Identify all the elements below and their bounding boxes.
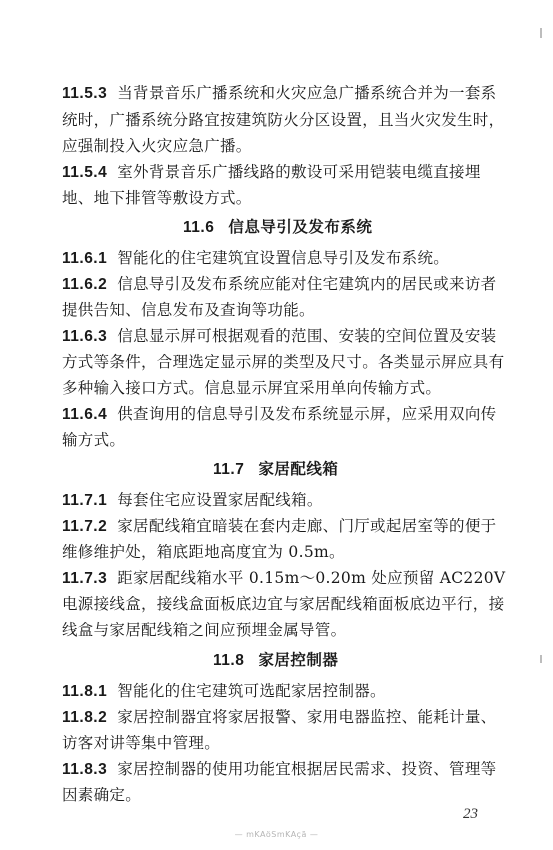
clause-text: 家居配线箱宜暗装在套内走廊、门厅或起居室等的便于 — [117, 517, 497, 535]
clause-line — [62, 594, 504, 614]
clause-text: 输方式。 — [62, 431, 126, 449]
clause-text: 家居控制器宜将家居报警、家用电器监控、能耗计量、 — [117, 708, 497, 726]
clause-text: 智能化的住宅建筑可选配家居控制器。 — [117, 682, 386, 700]
section-title: 家居控制器 — [258, 651, 339, 669]
clause-line — [62, 568, 505, 589]
clause-text: 提供告知、信息发布及查询等功能。 — [62, 301, 315, 319]
clause-number: 11.8.1 — [62, 683, 108, 700]
clause-line — [62, 490, 323, 511]
clause-line — [62, 326, 496, 347]
section-title: 家居配线箱 — [258, 460, 339, 478]
section-heading — [213, 650, 338, 671]
clause-text: 供查询用的信息导引及发布系统显示屏，应采用双向传 — [117, 405, 497, 423]
clause-line — [62, 430, 125, 450]
clause-number: 11.8.2 — [62, 709, 108, 726]
clause-line — [62, 516, 496, 537]
clause-text: 距家居配线箱水平 0.15m～0.20m 处应预留 AC220V — [117, 569, 506, 587]
clause-line — [62, 248, 449, 269]
clause-line — [62, 542, 345, 562]
clause-line — [62, 378, 441, 398]
clause-text: 当背景音乐广播系统和火灾应急广播系统合并为一套系 — [117, 84, 497, 102]
clause-text: 统时，广播系统分路宜按建筑防火分区设置，且当火灾发生时， — [62, 111, 505, 129]
clause-line — [62, 733, 220, 753]
clause-number: 11.6.4 — [62, 406, 108, 423]
clause-text: 信息显示屏可根据观看的范围、安装的空间位置及安装 — [117, 327, 497, 345]
clause-number: 11.7.2 — [62, 518, 108, 535]
clause-line — [62, 274, 496, 295]
clause-text: 家居控制器的使用功能宜根据居民需求、投资、管理等 — [117, 760, 497, 778]
scan-footer: — mKAöSmKAçã — — [234, 830, 319, 839]
clause-line — [62, 759, 496, 780]
clause-line — [62, 188, 252, 208]
clause-line — [62, 707, 496, 728]
clause-text: 电源接线盒，接线盒面板底边宜与家居配线箱面板底边平行，接 — [62, 595, 505, 613]
clause-text: 多种输入接口方式。信息显示屏宜采用单向传输方式。 — [62, 379, 442, 397]
section-heading — [213, 459, 338, 480]
clause-line — [62, 785, 141, 805]
section-number: 11.8 — [213, 652, 245, 669]
clause-line — [62, 136, 252, 156]
page-number: 23 — [463, 806, 478, 822]
clause-number: 11.6.2 — [62, 276, 108, 293]
clause-number: 11.5.4 — [62, 164, 108, 181]
clause-text: 室外背景音乐广播线路的敷设可采用铠装电缆直接埋 — [117, 163, 481, 181]
clause-text: 智能化的住宅建筑宜设置信息导引及发布系统。 — [117, 249, 450, 267]
clause-text: 每套住宅应设置家居配线箱。 — [117, 491, 323, 509]
clause-text: 访客对讲等集中管理。 — [62, 734, 221, 752]
section-heading — [183, 217, 372, 238]
clause-text: 维修维护处，箱底距地高度宜为 0.5m。 — [62, 543, 345, 561]
scan-edge-mark — [540, 28, 542, 38]
clause-line — [62, 681, 386, 702]
clause-text: 方式等条件，合理选定显示屏的类型及尺寸。各类显示屏应具有 — [62, 353, 505, 371]
clause-line — [62, 620, 346, 640]
section-title: 信息导引及发布系统 — [228, 218, 373, 236]
clause-number: 11.6.3 — [62, 328, 108, 345]
clause-text: 因素确定。 — [62, 786, 142, 804]
clause-line — [62, 352, 504, 372]
section-number: 11.7 — [213, 461, 245, 478]
clause-text: 信息导引及发布系统应能对住宅建筑内的居民或来访者 — [117, 275, 497, 293]
clause-line — [62, 162, 481, 183]
clause-number: 11.6.1 — [62, 250, 108, 267]
clause-line — [62, 110, 504, 130]
clause-text: 地、地下排管等敷设方式。 — [62, 189, 252, 207]
clause-number: 11.7.3 — [62, 570, 108, 587]
clause-number: 11.8.3 — [62, 761, 108, 778]
clause-line — [62, 300, 315, 320]
section-number: 11.6 — [183, 219, 215, 236]
scan-edge-mark — [540, 655, 542, 663]
clause-text: 线盒与家居配线箱之间应预埋金属导管。 — [62, 621, 347, 639]
clause-line — [62, 83, 496, 104]
clause-number: 11.7.1 — [62, 492, 108, 509]
clause-text: 应强制投入火灾应急广播。 — [62, 137, 252, 155]
clause-number: 11.5.3 — [62, 85, 108, 102]
clause-line — [62, 404, 496, 425]
